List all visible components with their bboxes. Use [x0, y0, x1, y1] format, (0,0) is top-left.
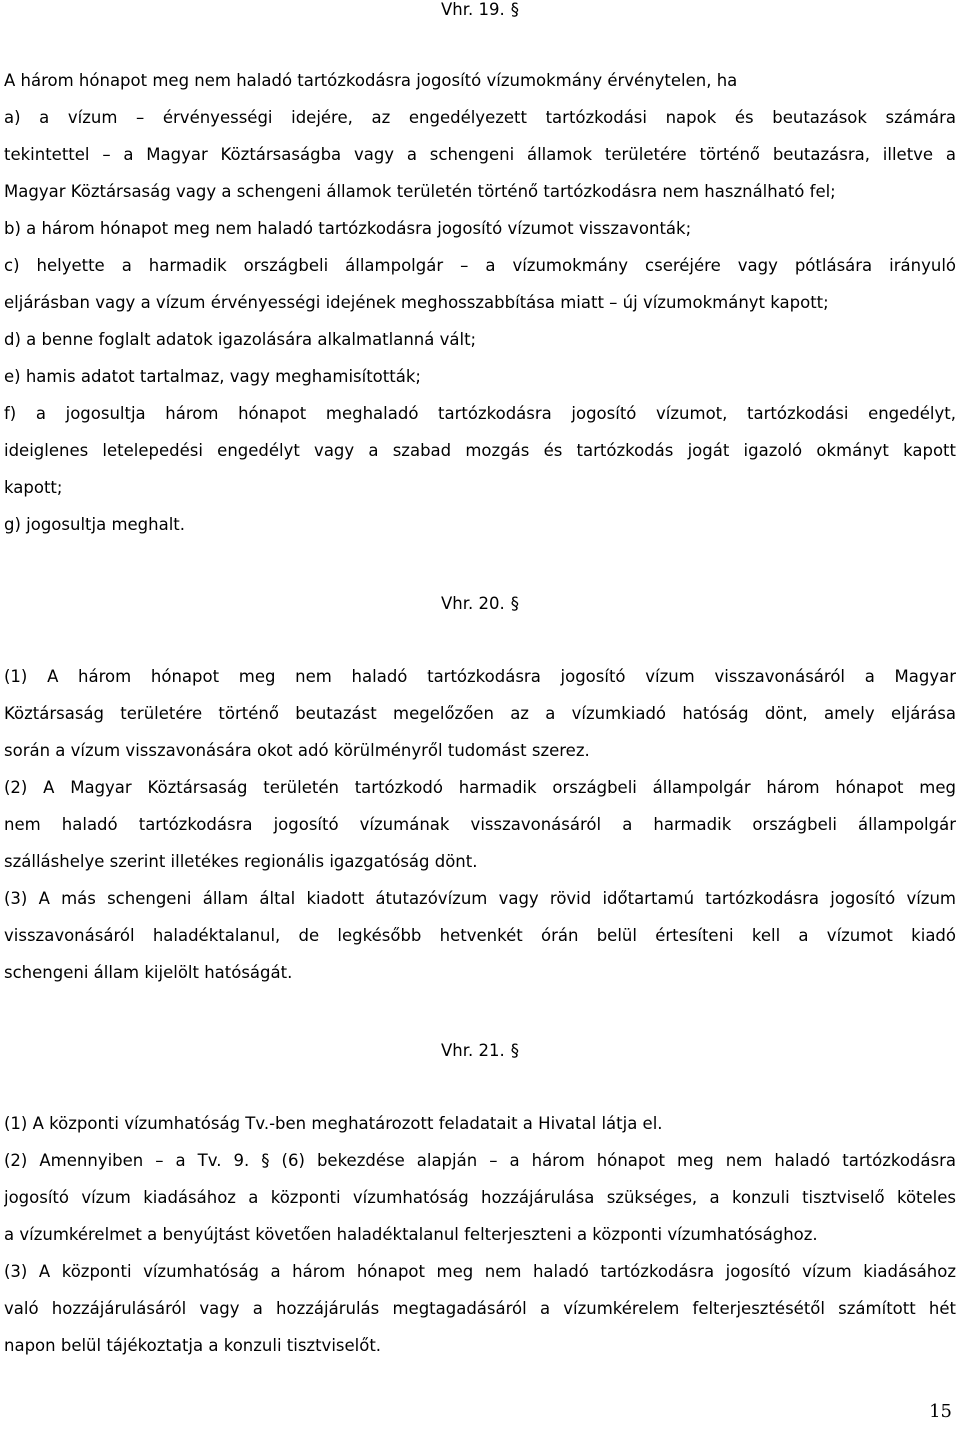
text-line: d) a benne foglalt adatok igazolására alkalmatlanná vált; — [4, 330, 477, 349]
text-line: (3) A más schengeni állam által kiadott átutazóvízum vagy rövid időtartamú tartózkodásra jogosító vízum — [4, 889, 956, 908]
text-line: jogosító vízum kiadásához a központi vízumhatóság hozzájárulása szükséges, a konzuli tisztviselő köteles — [4, 1188, 956, 1207]
section-symbol: § — [510, 594, 519, 613]
text-line: (2) A Magyar Köztársaság területén tartózkodó harmadik országbeli állampolgár három hónapot meg — [4, 778, 956, 797]
text-line: schengeni állam kijelölt hatóságát. — [4, 963, 293, 982]
text-line: kapott; — [4, 478, 63, 497]
section-heading-text: Vhr. 19. — [441, 0, 505, 19]
section-symbol: § — [510, 1041, 519, 1060]
section-heading-text: Vhr. 20. — [441, 594, 505, 613]
text-line: (1) A három hónapot meg nem haladó tartózkodásra jogosító vízum visszavonásáról a Magyar — [4, 667, 956, 686]
section-heading-vhr-21 — [0, 1041, 960, 1061]
text-line: visszavonásáról haladéktalanul, de legkésőbb hetvenkét órán belül értesíteni kell a vízumot kiadó — [4, 926, 956, 945]
text-line: a) a vízum – érvényességi idejére, az engedélyezett tartózkodási napok és beutazások számára — [4, 108, 956, 127]
text-line: e) hamis adatot tartalmaz, vagy meghamisították; — [4, 367, 421, 386]
text-line: napon belül tájékoztatja a konzuli tisztviselőt. — [4, 1336, 382, 1355]
text-line: nem haladó tartózkodásra jogosító vízumának visszavonásáról a harmadik országbeli állampolgár — [4, 815, 956, 834]
section-body-vhr-19 — [4, 62, 956, 543]
section-heading-text: Vhr. 21. — [441, 1041, 505, 1060]
text-line: szálláshelye szerint illetékes regionális igazgatóság dönt. — [4, 852, 478, 871]
page-number: 15 — [929, 1401, 952, 1422]
text-line: f) a jogosultja három hónapot meghaladó tartózkodásra jogosító vízumot, tartózkodási engedélyt, — [4, 404, 956, 423]
section-body-vhr-20 — [4, 658, 956, 991]
text-line: való hozzájárulásáról vagy a hozzájárulás megtagadásáról a vízumkérelem felterjesztésétől számított hét — [4, 1299, 956, 1318]
text-line: g) jogosultja meghalt. — [4, 515, 186, 534]
text-line: (2) Amennyiben – a Tv. 9. § (6) bekezdése alapján – a három hónapot meg nem haladó tartózkodásra — [4, 1151, 956, 1170]
text-line: b) a három hónapot meg nem haladó tartózkodásra jogosító vízumot visszavonták; — [4, 219, 692, 238]
text-line: c) helyette a harmadik országbeli állampolgár – a vízumokmány cseréjére vagy pótlására irányuló — [4, 256, 956, 275]
text-line: tekintettel – a Magyar Köztársaságba vagy a schengeni államok területére történő beutazásra, illetve a — [4, 145, 956, 164]
section-symbol: § — [510, 0, 519, 19]
text-line: (1) A központi vízumhatóság Tv.-ben meghatározott feladatait a Hivatal látja el. — [4, 1114, 663, 1133]
text-line: Köztársaság területére történő beutazást megelőzően az a vízumkiadó hatóság dönt, amely eljárása — [4, 704, 956, 723]
text-line: eljárásban vagy a vízum érvényességi idejének meghosszabbítása miatt – új vízumokmányt kapott; — [4, 293, 829, 312]
section-body-vhr-21 — [4, 1105, 956, 1364]
text-line: Magyar Köztársaság vagy a schengeni államok területén történő tartózkodásra nem használható fel; — [4, 182, 836, 201]
section-heading-vhr-20 — [0, 594, 960, 614]
text-line: során a vízum visszavonására okot adó körülményről tudomást szerez. — [4, 741, 590, 760]
text-line: A három hónapot meg nem haladó tartózkodásra jogosító vízumokmány érvénytelen, ha — [4, 71, 738, 90]
text-line: a vízumkérelmet a benyújtást követően haladéktalanul felterjeszteni a központi vízumhatósághoz. — [4, 1225, 818, 1244]
section-heading-vhr-19 — [0, 0, 960, 20]
text-line: ideiglenes letelepedési engedélyt vagy a szabad mozgás és tartózkodás jogát igazoló okmányt kapott — [4, 441, 956, 460]
text-line: (3) A központi vízumhatóság a három hónapot meg nem haladó tartózkodásra jogosító vízum kiadásához — [4, 1262, 956, 1281]
